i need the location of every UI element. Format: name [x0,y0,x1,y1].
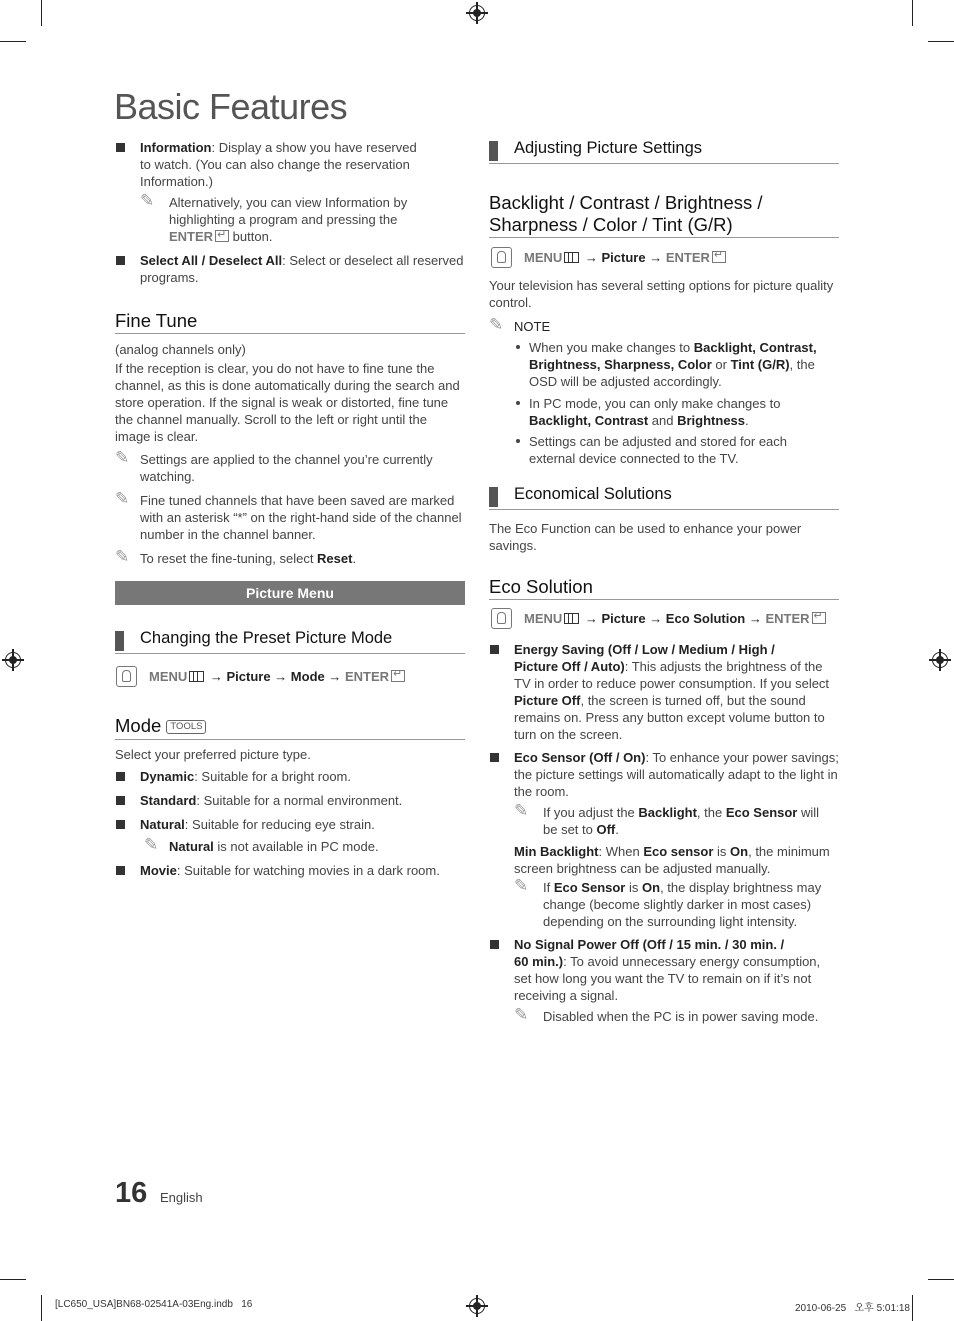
bullet-dot-icon [516,345,520,349]
backlight-note-item: Settings can be adjusted and stored for each external device connected to the TV. [529,434,788,466]
remote-hand-icon [116,666,137,687]
min-backlight-note: If Eco Sensor is On, the display brightness may change (become slightly darker in most cases) depending on the surrounding light intensity. [543,880,822,929]
mode-item: Standard: Suitable for a normal environment. [140,793,403,808]
enter-icon [712,251,726,263]
bullet-square-icon [116,772,125,781]
preset-menu-path: MENU → Picture → Mode → ENTER↵ [149,669,405,684]
enter-icon [812,612,826,624]
backlight-note-item: When you make changes to Backlight, Contrast, Brightness, Sharpness, Color or Tint (G/R), the OSD will be adjusted accordingly. [529,340,817,389]
backlight-note-item: In PC mode, you can only make changes to Backlight, Contrast and Brightness. [529,396,781,428]
fine-tune-heading: Fine Tune [115,310,198,331]
picture-menu-bar [115,581,465,605]
menu-icon [189,671,204,682]
pencil-note-icon: ✎ [514,876,529,895]
pencil-note-icon: ✎ [115,489,130,508]
no-signal-bullet: No Signal Power Off (Off / 15 min. / 30 min. / 60 min.): To avoid unnecessary energy consumption, set how long you want the TV to remain on if it’s not receiving a signal. [514,937,821,1003]
mode-item: Natural: Suitable for reducing eye strain. [140,817,375,832]
crop-mark [0,1279,26,1280]
menu-icon [564,252,579,263]
footer-file-info: [LC650_USA]BN68-02541A-03Eng.indb 16 [55,1299,253,1310]
bullet-square-icon [116,143,125,152]
eco-solution-heading: Eco Solution [489,576,593,597]
mode-heading: Mode TOOLS [115,715,206,737]
bullet-square-icon [116,866,125,875]
remote-hand-icon [491,247,512,268]
bullet-square-icon [490,753,499,762]
fine-tune-note: Fine tuned channels that have been saved are marked with an asterisk “*” on the right-hand side of the channel number in the channel banner. [140,493,462,542]
pencil-note-icon: ✎ [514,801,529,820]
bullet-dot-icon [516,439,520,443]
note-label: NOTE [514,319,551,334]
natural-note: Natural is not available in PC mode. [169,839,379,854]
crop-mark [912,0,913,26]
registration-mark-icon [932,652,948,668]
pencil-note-icon: ✎ [489,315,504,334]
section-bar [489,487,498,507]
crop-mark [912,1295,913,1321]
bullet-square-icon [116,256,125,265]
adjusting-heading: Adjusting Picture Settings [514,139,703,157]
footer-timestamp: 2010-06-25 오후 5:01:18 [795,1303,910,1314]
crop-mark [41,1295,42,1321]
eco-sensor-note: If you adjust the Backlight, the Eco Sensor will be set to Off. [543,805,820,837]
eco-menu-path: MENU → Picture → Eco Solution → ENTER↵ [524,611,826,626]
page-number: 16 [115,1177,148,1209]
eco-sensor-bullet: Eco Sensor (Off / On): To enhance your power savings; the picture settings will automatically adapt to the light in the room. [514,750,839,799]
information-bullet: Information: Display a show you have reserved to watch. (You can also change the reservation Information.) [140,140,417,189]
registration-mark-icon [469,1298,485,1314]
enter-icon [215,230,229,242]
divider [489,599,839,600]
bullet-square-icon [116,820,125,829]
mode-intro: Select your preferred picture type. [115,747,311,762]
bullet-square-icon [490,645,499,654]
fine-tune-note: Settings are applied to the channel you’re currently watching. [140,452,433,484]
bullet-square-icon [116,796,125,805]
economical-text: The Eco Function can be used to enhance your power savings. [489,521,802,553]
fine-tune-paragraph: (analog channels only) [115,342,246,357]
information-note: Alternatively, you can view Information by highlighting a program and pressing the ENTER↵ button. [169,194,431,245]
crop-mark [928,41,954,42]
enter-icon [391,670,405,682]
bullet-square-icon [490,940,499,949]
energy-saving-bullet: Energy Saving (Off / Low / Medium / High / Picture Off / Auto): This adjusts the brightness of the TV in order to reduce power consumption. If you select Picture Off, the screen is turned off, but the sound remains on. Press any button except volume button to turn on the screen. [514,642,830,742]
crop-mark [928,1279,954,1280]
backlight-heading: Backlight / Contrast / Brightness / Sharpness / Color / Tint (G/R) [489,192,763,235]
menu-icon [564,613,579,624]
mode-item: Dynamic: Suitable for a bright room. [140,769,352,784]
page-title: Basic Features [114,86,348,127]
remote-hand-icon [491,608,512,629]
picture-menu-label: Picture Menu [246,585,334,601]
backlight-menu-path: MENU → Picture → ENTER↵ [524,250,726,265]
pencil-note-icon: ✎ [144,835,159,854]
divider [115,739,465,740]
divider [489,163,839,164]
min-backlight-text: Min Backlight: When Eco sensor is On, the minimum screen brightness can be adjusted manually. [514,844,830,876]
divider [489,237,839,238]
pencil-note-icon: ✎ [514,1005,529,1024]
divider [115,653,465,654]
crop-mark [0,41,26,42]
registration-mark-icon [469,5,485,21]
registration-mark-icon [5,652,21,668]
preset-mode-heading: Changing the Preset Picture Mode [140,629,393,647]
divider [489,509,839,510]
section-bar [115,631,124,651]
fine-tune-paragraph: If the reception is clear, you do not have to fine tune the channel, as this is done automatically during the search and store operation. If the signal is weak or distorted, fine tune the channel manually. Scroll to the left or right until the image is clear. [115,361,460,444]
economical-heading: Economical Solutions [514,485,672,503]
footer-language: English [160,1190,203,1205]
bullet-dot-icon [516,401,520,405]
crop-mark [41,0,42,26]
mode-item: Movie: Suitable for watching movies in a dark room. [140,863,440,878]
section-bar [489,141,498,161]
fine-tune-note: To reset the fine-tuning, select Reset. [140,551,357,566]
no-signal-note: Disabled when the PC is in power saving mode. [543,1009,819,1024]
pencil-note-icon: ✎ [115,448,130,467]
pencil-note-icon: ✎ [140,191,155,210]
backlight-intro: Your television has several setting options for picture quality control. [489,278,834,310]
divider [115,333,465,334]
tools-icon: TOOLS [166,720,206,734]
select-all-bullet: Select All / Deselect All: Select or deselect all reserved programs. [140,253,464,285]
pencil-note-icon: ✎ [115,547,130,566]
